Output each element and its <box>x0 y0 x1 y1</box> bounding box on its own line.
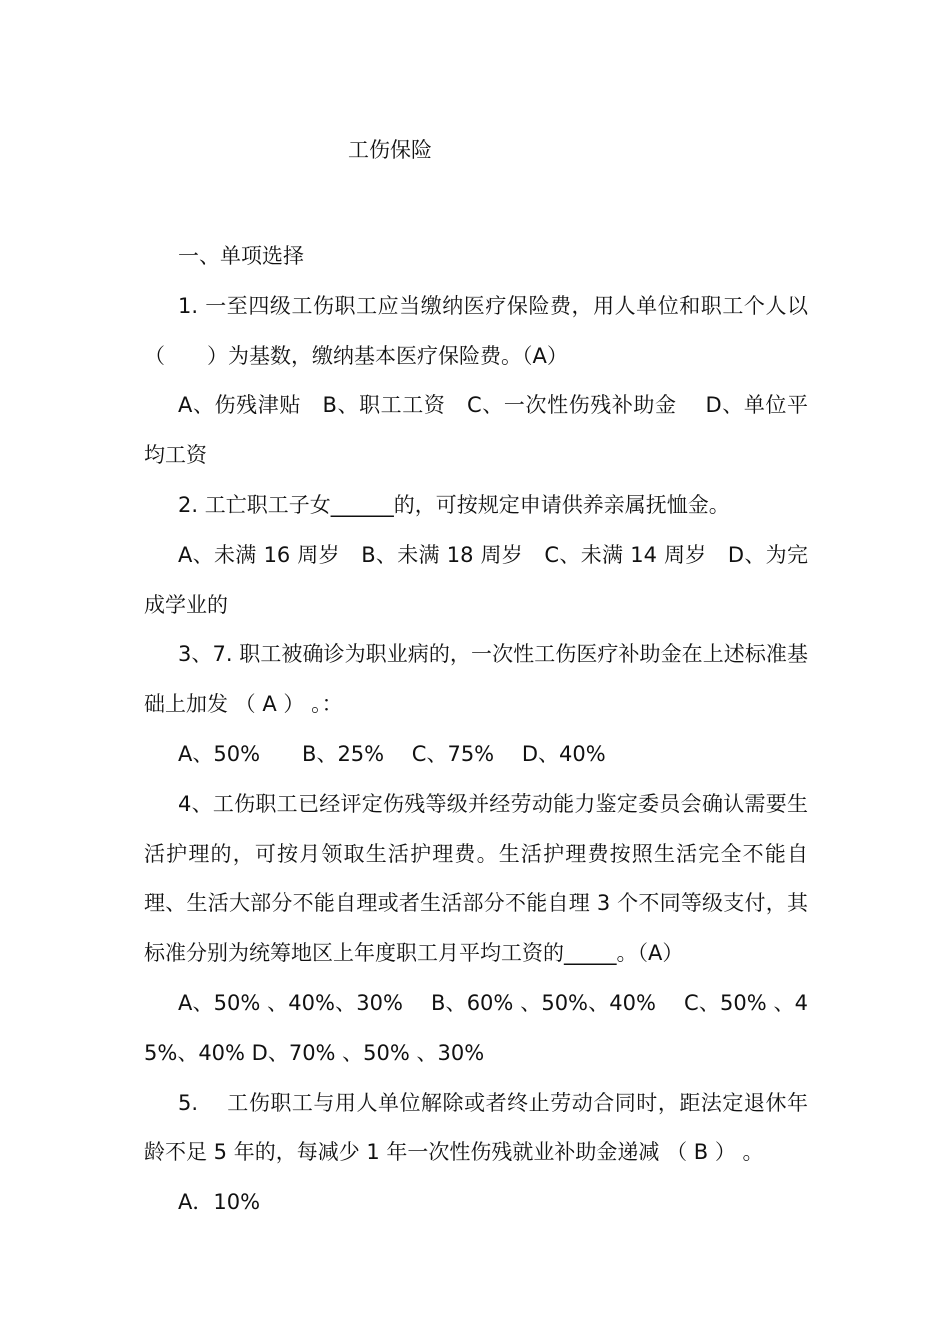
question-3-options: A、50% B、25% C、75% D、40% <box>178 741 606 766</box>
question-3: 3、7. 职工被确诊为职业病的，一次性工伤医疗补助金在上述标准基础上加发 （ A ） 。： <box>144 642 808 717</box>
question-4: 4、工伤职工已经评定伤残等级并经劳动能力鉴定委员会确认需要生活护理的，可按月领取生活护理费。生活护理费按照生活完全不能自理、生活大部分不能自理或者生活部分不能自理 3 个不同等级支付，其标准分别为统筹地区上年度职工月平均工资的_____。（A） <box>144 791 808 966</box>
section-heading: 一、单项选择 <box>178 244 304 268</box>
question-5-option-a: A．10% <box>178 1190 261 1215</box>
question-2-options: A、未满 16 周岁 B、未满 18 周岁 C、未满 14 周岁 D、为完成学业的 <box>144 542 808 617</box>
document-body <box>144 232 808 1228</box>
question-2: 2. 工亡职工子女______的，可按规定申请供养亲属抚恤金。 <box>178 492 730 517</box>
question-1-options: A、伤残津贴 B、职工工资 C、一次性伤残补助金 D、单位平均工资 <box>144 393 808 468</box>
document-title: 工伤保险 <box>348 138 432 162</box>
question-4-options: A、50% 、40%、30% B、60% 、50%、40% C、50% 、45%、40% D、70% 、50% 、30% <box>144 990 808 1065</box>
question-1: 1. 一至四级工伤职工应当缴纳医疗保险费，用人单位和职工个人以（ ）为基数，缴纳基本医疗保险费。（A） <box>144 293 808 368</box>
question-5: 5. 工伤职工与用人单位解除或者终止劳动合同时，距法定退休年龄不足 5 年的，每减少 1 年一次性伤残就业补助金递减 （ B ） 。 <box>144 1090 808 1165</box>
